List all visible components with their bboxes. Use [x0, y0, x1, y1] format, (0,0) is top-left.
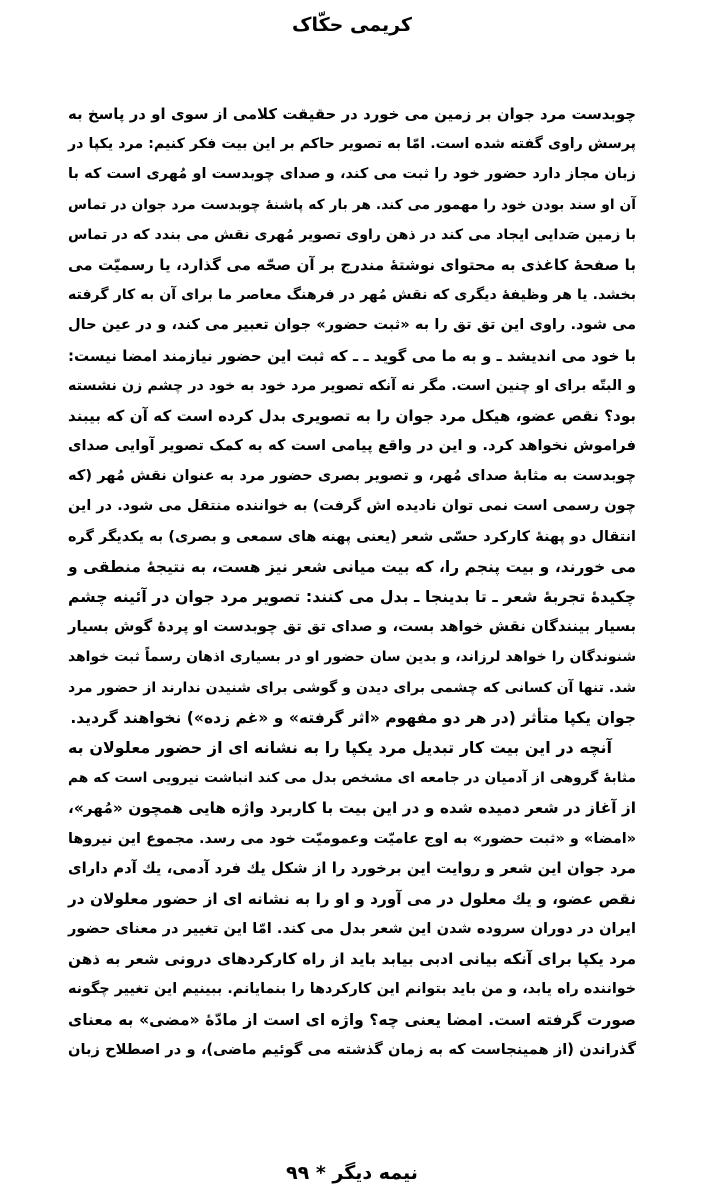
text-line: چون رسمی است نمی توان نادیده اش گرفت) به خواننده منتقل می شود. در این	[68, 498, 636, 515]
text-line: خواننده راه یابد، و من باید بتوانم این کارکردها را بنمایانم. ببینیم این تغییر چگونه	[68, 981, 636, 998]
page-footer	[0, 1160, 704, 1186]
text-line: با صفحهٔ کاغذی به محتوای نوشتهٔ مندرج بر آن صحّه می گذارد، یا رسمیّت می	[68, 255, 636, 274]
text-line: ایران در دوران سروده شدن این شعر بدل می کند. امّا این تغییر در معنای حضور	[68, 920, 636, 938]
text-line: و البتّه برای او چنین است. مگر نه آنکه تصویر مرد خود به خود در چشم زن نشسته	[68, 377, 636, 394]
text-line: چوبدست به مثابهٔ صدای مُهر، و تصویر بصری حضور مرد به عنوان نقش مُهر (که	[68, 467, 636, 485]
text-line: بسیار بینندگان نقش خواهد بست، و صدای تق تق چوبدست او پردهٔ گوش بسیار	[68, 618, 636, 636]
text-line: آن او سند بودن خود را مهمور می کند. هر بار که پاشنهٔ چوبدست مرد جوان در تماس	[68, 196, 636, 213]
text-line: با زمین صَدایی ایجاد می کند در ذهن راوی تصویر مُهری نقش می بندد که در تماس	[68, 226, 636, 243]
text-line: بود؟ نقص عضو، هیکل مرد جوان را به تصویری بدل کرده است که آن که بیبند	[68, 406, 636, 425]
text-line: مثابهٔ گروهی از آدمیان در جامعه ای مشخص بدل می کند انباشت نیرویی است که هم	[68, 770, 636, 787]
text-line: چوبدست مرد جوان بر زمین می خورد در حقیقت کلامی از سوی او در پاسخ به	[68, 105, 636, 123]
text-line: صورت گرفته است. امضا یعنی چه؟ واژه ای است از مادّهٔ «مضی» به معنای	[68, 1010, 636, 1029]
text-line: «امضا» و «ثبت حضور» به اوج عامیّت وعمومیّت خود می رسد. مجموع این نیروها	[68, 830, 636, 847]
text-line: شد. تنها آن کسانی که چشمی برای دیدن و گوشی برای شنیدن ندارند از حضور مرد	[68, 679, 636, 696]
running-header	[0, 12, 704, 38]
text-line: زبان مجاز دارد حضور خود را ثبت می کند، و صدای چوبدست او مُهری است که با	[68, 166, 636, 183]
text-line: مرد یکپا برای آنکه بیانی ادبی بیابد باید از راه کارکردهای درونی شعر به ذهن	[68, 950, 636, 969]
text-line: با خود می اندیشد ـ و به ما می گوید ـ ـ که ثبت این حضور نیازمند امضا نیست:	[68, 346, 636, 365]
text-line: پرسش راوی گفته شده است. امّا به تصویر حاکم بر این بیت فکر کنیم: مرد یکپا در	[68, 136, 636, 153]
journal-title: نیمه دیگر	[332, 1162, 418, 1184]
text-line: فراموش نخواهد کرد. و این در واقع پیامی است که به کمک تصویر آوایی صدای	[68, 437, 636, 455]
text-line: چکیدهٔ تجربهٔ شعر ـ تا بدینجا ـ بدل می کنند: تصویر مرد جوان در آئینه چشم	[68, 587, 636, 606]
text-line: می خورند، و بیت پنجم را، که بیت میانی شعر نیز هست، به نتیجهٔ منطقی و	[68, 557, 636, 576]
text-line-paragraph-end: جوان یکپا متأثر (در هر دو مفهوم «اثر گرفته» و «غم زده») نخواهند گردید.	[70, 708, 636, 727]
text-line: شنوندگان را خواهد لرزاند، و بدین سان حضور او در بسیاری اذهان رسماً ثبت خواهد	[68, 649, 636, 666]
text-line: گذراندن (از همینجاست که به زمان گذشته می گوئیم ماضی)، و در اصطلاح زبان	[68, 1040, 636, 1058]
text-line: انتقال دو پهنهٔ کارکرد حسّی شعر (یعنی پهنه های سمعی و بصری) به یکدیگر گره	[68, 528, 636, 545]
text-line: بخشد. یا هر وظیفهٔ دیگری که نقش مُهر در فرهنگ معاصر ما برای آن به کار گرفته	[68, 287, 636, 304]
text-line: از آغاز در شعر دمیده شده و در این بیت با کاربرد واژه هایی همچون «مُهر»،	[68, 799, 636, 818]
text-line: می شود. راوی این تق تق را به «ثبت حضور» جوان تعبیر می کند، و در عین حال	[68, 316, 636, 334]
text-line: مرد جوان این شعر و روایت این برخورد را از شکل یك فرد آدمی، یك آدم دارای	[68, 859, 636, 877]
text-line-paragraph-start: آنچه در این بیت کار تبدیل مرد یکپا را به نشانه ای از حضور معلولان به	[68, 737, 612, 757]
text-line: نقص عضو، و یك معلول در می آورد و او را به نشانه ای از حضور معلولان در	[68, 889, 636, 908]
footer-separator: *	[309, 1162, 326, 1184]
page-number: ۹۹	[286, 1162, 310, 1184]
body-text	[68, 99, 636, 1065]
author-name: کریمی حکّاک	[292, 14, 412, 36]
